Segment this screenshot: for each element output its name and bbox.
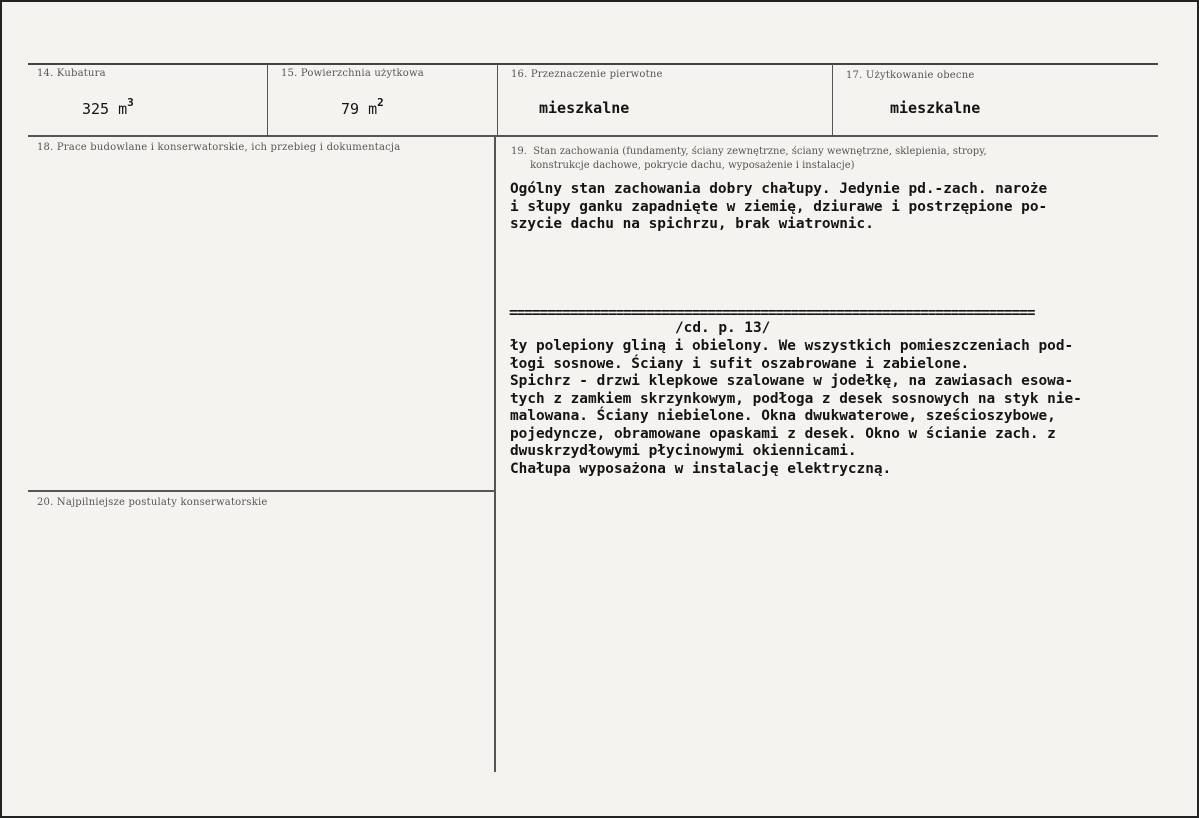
field-15-label: 15. Powierzchnia użytkowa [281, 68, 424, 79]
field-19-continuation-text: ły polepiony gliną i obielony. We wszystkich pomieszczeniach pod- łogi sosnowe. Ściany i sufit oszabrowane i zabielone. Spichrz - drzwi klepkowe szalowane w jodełkę, na zawiasach esowa- tych z zamkiem skrzynkowym, podłoga z desek sosnowych na styk nie- malowana. Ściany niebielone. Okna dwukwaterowe, sześcioszybowe, pojedyncze, obramowane opaskami z desek. Okno w ścianie zach. z dwuskrzydłowymi płycinowymi okiennicami. Chałupa wyposażona w instalację elektryczną. [510, 338, 1082, 477]
field-19-text: Ogólny stan zachowania dobry chałupy. Jedynie pd.-zach. naroże i słupy ganku zapadnięte w ziemię, dziurawe i postrzępione po- szycie dachu na spichrzu, brak wiatrownic. [510, 181, 1048, 232]
field-14-exponent: 3 [127, 96, 134, 109]
field-15-value-text: 79 m [341, 100, 378, 118]
field-16-label: 16. Przeznaczenie pierwotne [511, 69, 663, 80]
field-14-value [82, 96, 134, 118]
field-15-exponent: 2 [377, 96, 384, 109]
col-divider-1 [267, 64, 268, 136]
col-divider-3 [832, 64, 833, 136]
field-14-value-text: 325 m [82, 100, 128, 118]
field-17-label: 17. Użytkowanie obecne [846, 70, 975, 81]
row-rule [28, 135, 1158, 137]
field-16-value: mieszkalne [539, 99, 630, 117]
col-divider-2 [497, 64, 498, 136]
section-separator: ===================================================================== [509, 305, 1035, 321]
top-rule [28, 63, 1158, 65]
field-19-label: 19. Stan zachowania (fundamenty, ściany zewnętrzne, ściany wewnętrzne, sklepienia, stropy, konstrukcje dachowe, pokrycie dachu, wyposażenie i instalacje) [511, 146, 987, 171]
field-15-value [341, 96, 384, 118]
main-divider [494, 137, 496, 772]
field-18-label: 18. Prace budowlane i konserwatorskie, ich przebieg i dokumentacja [37, 142, 401, 153]
continuation-reference: /cd. p. 13/ [675, 320, 771, 336]
field-17-value: mieszkalne [890, 99, 981, 117]
left-section-rule [28, 490, 494, 492]
field-14-label: 14. Kubatura [37, 68, 106, 79]
field-20-label: 20. Najpilniejsze postulaty konserwatorskie [37, 497, 268, 508]
